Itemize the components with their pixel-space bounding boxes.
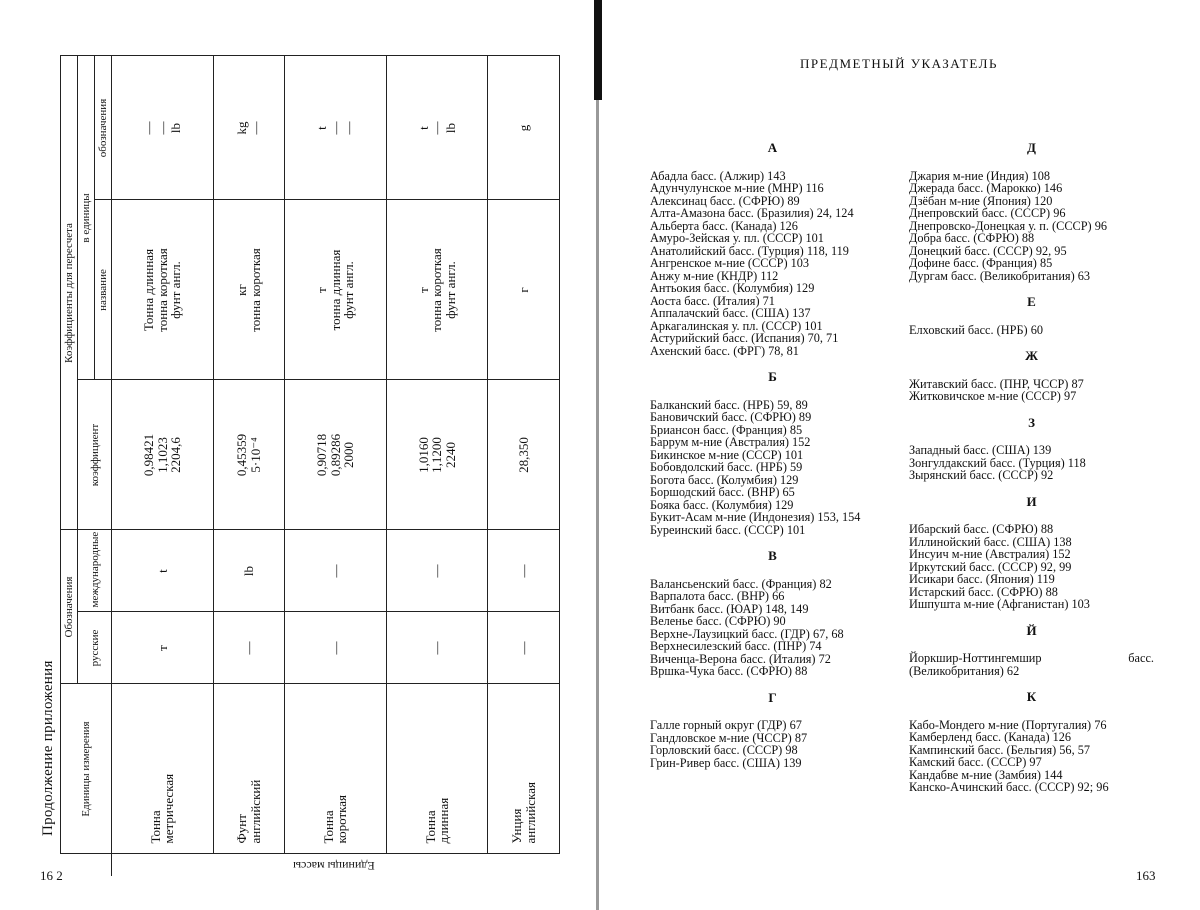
coef-line: 1,1023 [154,437,170,473]
index-entry: Житавский басс. (ПНР, ЧССР) 87 [909,376,1084,391]
coef-line: 0,90718 [314,433,330,477]
sym-line: — [247,121,263,135]
cell-sym [285,56,387,200]
sym-line: — [429,121,445,135]
index-entry: Вршка-Чука басс. (СФРЮ) 88 [650,664,808,678]
coef-line: 2240 [442,442,458,468]
index-letter: Й [1026,622,1037,638]
index-entry: Бикинское м-ние (СССР) 101 [650,447,804,462]
index-group [909,414,1154,482]
cell-sym [213,56,284,200]
index-entry: Истарский басс. (СФРЮ) 88 [909,584,1058,599]
intl-line: lb [241,565,257,577]
russian-header: русские [78,612,112,684]
cell-coef [386,380,488,530]
index-entry: Кандабве м-ние (Замбия) 144 [909,767,1063,782]
index-entry: Иркутский басс. (СССР) 92, 99 [909,559,1072,574]
left-page [0,0,598,910]
index-entry: Дургам басс. (Великобритания) 63 [909,268,1091,283]
index-entry: Аоста басс. (Италия) 71 [650,293,775,308]
cell-coef [285,380,387,530]
name-line: тонна короткая [429,248,445,332]
index-entry: Исикари басс. (Япония) 119 [909,572,1055,586]
index-entry: Верхне-Лаузицкий басс. (ГДР) 67, 68 [650,626,844,641]
index-entry: Ибарский басс. (СФРЮ) 88 [909,522,1054,536]
index-entry: Витбанк басс. (ЮАР) 148, 149 [650,601,809,616]
index-entry: Антьокия басс. (Колумбия) 129 [650,281,815,295]
index-entry: Ишпушта м-ние (Афганистан) 103 [909,597,1090,611]
coef-line: 1,0160 [415,437,431,473]
name-header: название [95,200,112,380]
cell-unit [488,684,560,854]
intl-line: — [429,564,445,578]
cell-coef [488,380,560,530]
designations-header: Обозначения [61,530,78,684]
index-entry: Анатолийский басс. (Турция) 118, 119 [650,243,849,258]
sym-line: — [341,121,357,135]
sym-line: lb [168,122,184,134]
cell-intl [386,530,488,612]
unit-line: английская [522,782,538,844]
index-entry: Ахенский басс. (ФРГ) 78, 81 [650,343,799,358]
unit-line: Тонна [147,810,163,844]
unit-line: Фунт [234,814,250,844]
index-entry: Грин-Ривер басс. (США) 139 [650,755,802,770]
coef-line: 2000 [341,442,357,468]
index-entry: Иллинойский басс. (США) 138 [909,534,1072,549]
cell-sym [488,56,560,200]
index-entry: Букит-Асам м-ние (Индонезия) 153, 154 [650,510,861,524]
intl-line: t [154,569,170,573]
table-row [386,56,488,876]
right-page [598,0,1200,910]
ru-line: т [154,645,170,651]
index-entry: Балканский басс. (НРБ) 59, 89 [650,397,808,412]
cell-intl [112,530,214,612]
cell-unit [112,684,214,854]
index-entry: Донецкий басс. (СССР) 92, 95 [909,243,1067,258]
group-label [112,854,560,876]
index-entry: Ангренское м-ние (СССР) 103 [650,256,810,270]
index-entry: Канско-Ачинский басс. (СССР) 92; 96 [909,780,1109,794]
sym-line: — [327,121,343,135]
index-entry: Виченца-Верона басс. (Италия) 72 [650,651,831,666]
index-entry: Днепровско-Донецкая у. п. (СССР) 96 [909,218,1108,233]
index-entry: Альберта басс. (Канада) 126 [650,218,798,233]
index-entry: Горловский басс. (СССР) 98 [650,743,798,757]
index-entry: Галле горный округ (ГДР) 67 [650,718,802,732]
table-row [213,56,284,876]
unit-conversion-table [60,56,560,877]
index-letter: Ж [1025,348,1038,363]
continuation-header: Продолжение приложения [40,660,56,836]
index-entry: Веленье басс. (СФРЮ) 90 [650,614,786,628]
cell-name [112,200,214,380]
sym-line: lb [442,122,458,134]
table-row [488,56,560,876]
name-line: фунт англ. [168,261,184,319]
name-line: тонна длинная [327,249,343,331]
cell-ru [488,612,560,684]
index-group [909,691,1154,794]
in-units-header: в единицы [78,56,95,380]
cell-ru [386,612,488,684]
coef-line: 0,98421 [140,433,156,477]
index-entry: Йоркшир-Ноттингемшир басс. (Великобритания) 62 [909,651,1154,678]
right-page-number: 163 [1136,868,1156,883]
index-group [650,371,895,536]
ru-line: — [429,641,445,655]
index-entry: Бриансон басс. (Франция) 85 [650,422,803,437]
table-row [112,56,214,876]
cell-unit [386,684,488,854]
name-line: тонна короткая [154,248,170,332]
index-entry: Алексинац басс. (СФРЮ) 89 [650,193,800,208]
index-entry: Дофине басс. (Франция) 85 [909,256,1053,270]
index-entry: Бобовдолский басс. (НРБ) 59 [650,460,803,474]
index-entry: Бановичский басс. (СФРЮ) 89 [650,410,812,424]
index-entry: Бояка басс. (Колумбия) 129 [650,497,794,512]
name-line: г [515,287,531,293]
coef-line: 0,89286 [327,433,343,477]
index-entry: Кампинский басс. (Бельгия) 56, 57 [909,742,1091,757]
symbol-header: обозначения [95,56,112,200]
index-entry: Инсуич м-ние (Австралия) 152 [909,547,1071,561]
unit-line: Унция [509,808,525,844]
cell-coef [112,380,214,530]
index-group [909,296,1154,336]
name-line: Тонна длинная [140,248,156,332]
name-line: тонна короткая [247,248,263,332]
coef-line: 28,350 [515,437,531,473]
cell-ru [112,612,214,684]
coefficients-header: Коэффициенты для пересчета [61,56,78,530]
sym-line: kg [234,121,250,135]
index-letter: И [1026,493,1037,509]
cell-name [213,200,284,380]
ru-line: — [241,641,257,655]
sym-line: g [515,124,531,132]
index-letter: А [767,140,778,155]
index-entry: Дзёбан м-ние (Япония) 120 [909,193,1053,208]
index-entry: Аппалачский басс. (США) 137 [650,306,811,320]
group-label-text: Единицы массы [292,858,375,873]
index-column-2 [909,142,1154,808]
international-header: международные [78,530,112,612]
coef-line: 2204,6 [168,437,184,473]
index-group [909,142,1154,282]
left-page-number: 16 2 [40,868,63,883]
index-entry: Астурийский басс. (Испания) 70, 71 [650,331,839,345]
intl-line: — [515,564,531,578]
index-group [650,689,895,770]
index-entry: Баррум м-ние (Австралия) 152 [650,435,811,449]
unit-line: короткая [334,794,350,844]
index-entry: Адунчулунское м-ние (МНР) 116 [650,181,824,195]
index-group [909,622,1154,678]
index-group [650,550,895,678]
index-entry: Западный басс. (США) 139 [909,443,1052,457]
sym-line: — [140,121,156,135]
index-entry: Абадла басс. (Алжир) 143 [650,168,786,183]
name-line: т [415,287,431,293]
index-entry: Алта-Амазона басс. (Бразилия) 24, 124 [650,206,854,220]
index-entry: Буреинский басс. (СССР) 101 [650,522,806,537]
unit-line: Тонна [422,810,438,844]
unit-line: длинная [436,797,452,844]
index-entry: Богота басс. (Колумбия) 129 [650,472,799,487]
cell-ru [213,612,284,684]
index-letter: Д [1027,140,1036,155]
cell-sym [112,56,214,200]
index-group [909,493,1154,611]
index-column-1 [650,142,895,783]
coef-line: 1,1200 [429,437,445,473]
sym-line: t [415,126,431,130]
cell-intl [213,530,284,612]
index-letter: К [1026,689,1037,704]
cell-name [488,200,560,380]
index-group [650,142,895,357]
index-entry: Джария м-ние (Индия) 108 [909,168,1051,183]
coef-line: 0,45359 [234,433,250,477]
cell-name [386,200,488,380]
cell-coef [213,380,284,530]
cell-intl [285,530,387,612]
cell-unit [213,684,284,854]
cell-unit [285,684,387,854]
table-row [285,56,387,876]
index-letter: Б [768,369,777,384]
index-entry: Камский басс. (СССР) 97 [909,755,1042,769]
index-entry: Зонгулдакский басс. (Турция) 118 [909,455,1086,470]
index-entry: Верхнесилезский басс. (ПНР) 74 [650,639,822,653]
index-entry: Зырянский басс. (СССР) 92 [909,468,1054,482]
index-entry: Анжу м-ние (КНДР) 112 [650,268,779,283]
unit-line: Тонна [320,810,336,844]
index-letter: З [1028,414,1035,430]
unit-line: английский [247,779,263,844]
name-line: фунт англ. [341,261,357,319]
index-letter: Г [768,689,777,705]
index-entry: Боршодский басс. (ВНР) 65 [650,485,795,499]
intl-line: — [327,564,343,578]
cell-name [285,200,387,380]
index-entry: Елховский басс. (НРБ) 60 [909,322,1043,337]
index-entry: Кабо-Мондего м-ние (Португалия) 76 [909,717,1107,732]
index-letter: Е [1027,294,1036,309]
cell-sym [386,56,488,200]
cell-ru [285,612,387,684]
name-line: фунт англ. [442,261,458,319]
index-entry: Джерада басс. (Марокко) 146 [909,181,1063,195]
rotated-table-block [40,56,560,876]
sym-line: — [154,121,170,135]
index-entry: Камберленд басс. (Канада) 126 [909,730,1072,744]
unit-line: метрическая [161,773,177,844]
name-line: кг [234,284,250,296]
ru-line: — [515,641,531,655]
page-title: ПРЕДМЕТНЫЙ УКАЗАТЕЛЬ [800,56,998,71]
index-entry: Добра басс. (СФРЮ) 88 [909,231,1035,245]
index-entry: Амуро-Зейская у. пл. (СССР) 101 [650,231,824,245]
cell-intl [488,530,560,612]
index-letter: В [768,548,777,563]
sym-line: t [314,126,330,130]
index-entry: Валансьенский басс. (Франция) 82 [650,576,832,591]
index-entry: Гандловское м-ние (ЧССР) 87 [650,730,808,745]
index-entry: Житковичское м-ние (СССР) 97 [909,389,1077,403]
name-line: т [314,287,330,293]
coefficient-header: коэффициент [78,380,112,530]
index-group [909,350,1154,403]
index-entry: Аркагалинская у. пл. (СССР) 101 [650,318,823,333]
coef-line: 5·10⁻⁴ [247,437,263,473]
index-entry: Днепровский басс. (СССР) 96 [909,206,1066,220]
ru-line: — [327,641,343,655]
units-column-header: Единицы измерения [61,684,112,854]
index-entry: Варпалота басс. (ВНР) 66 [650,589,785,603]
